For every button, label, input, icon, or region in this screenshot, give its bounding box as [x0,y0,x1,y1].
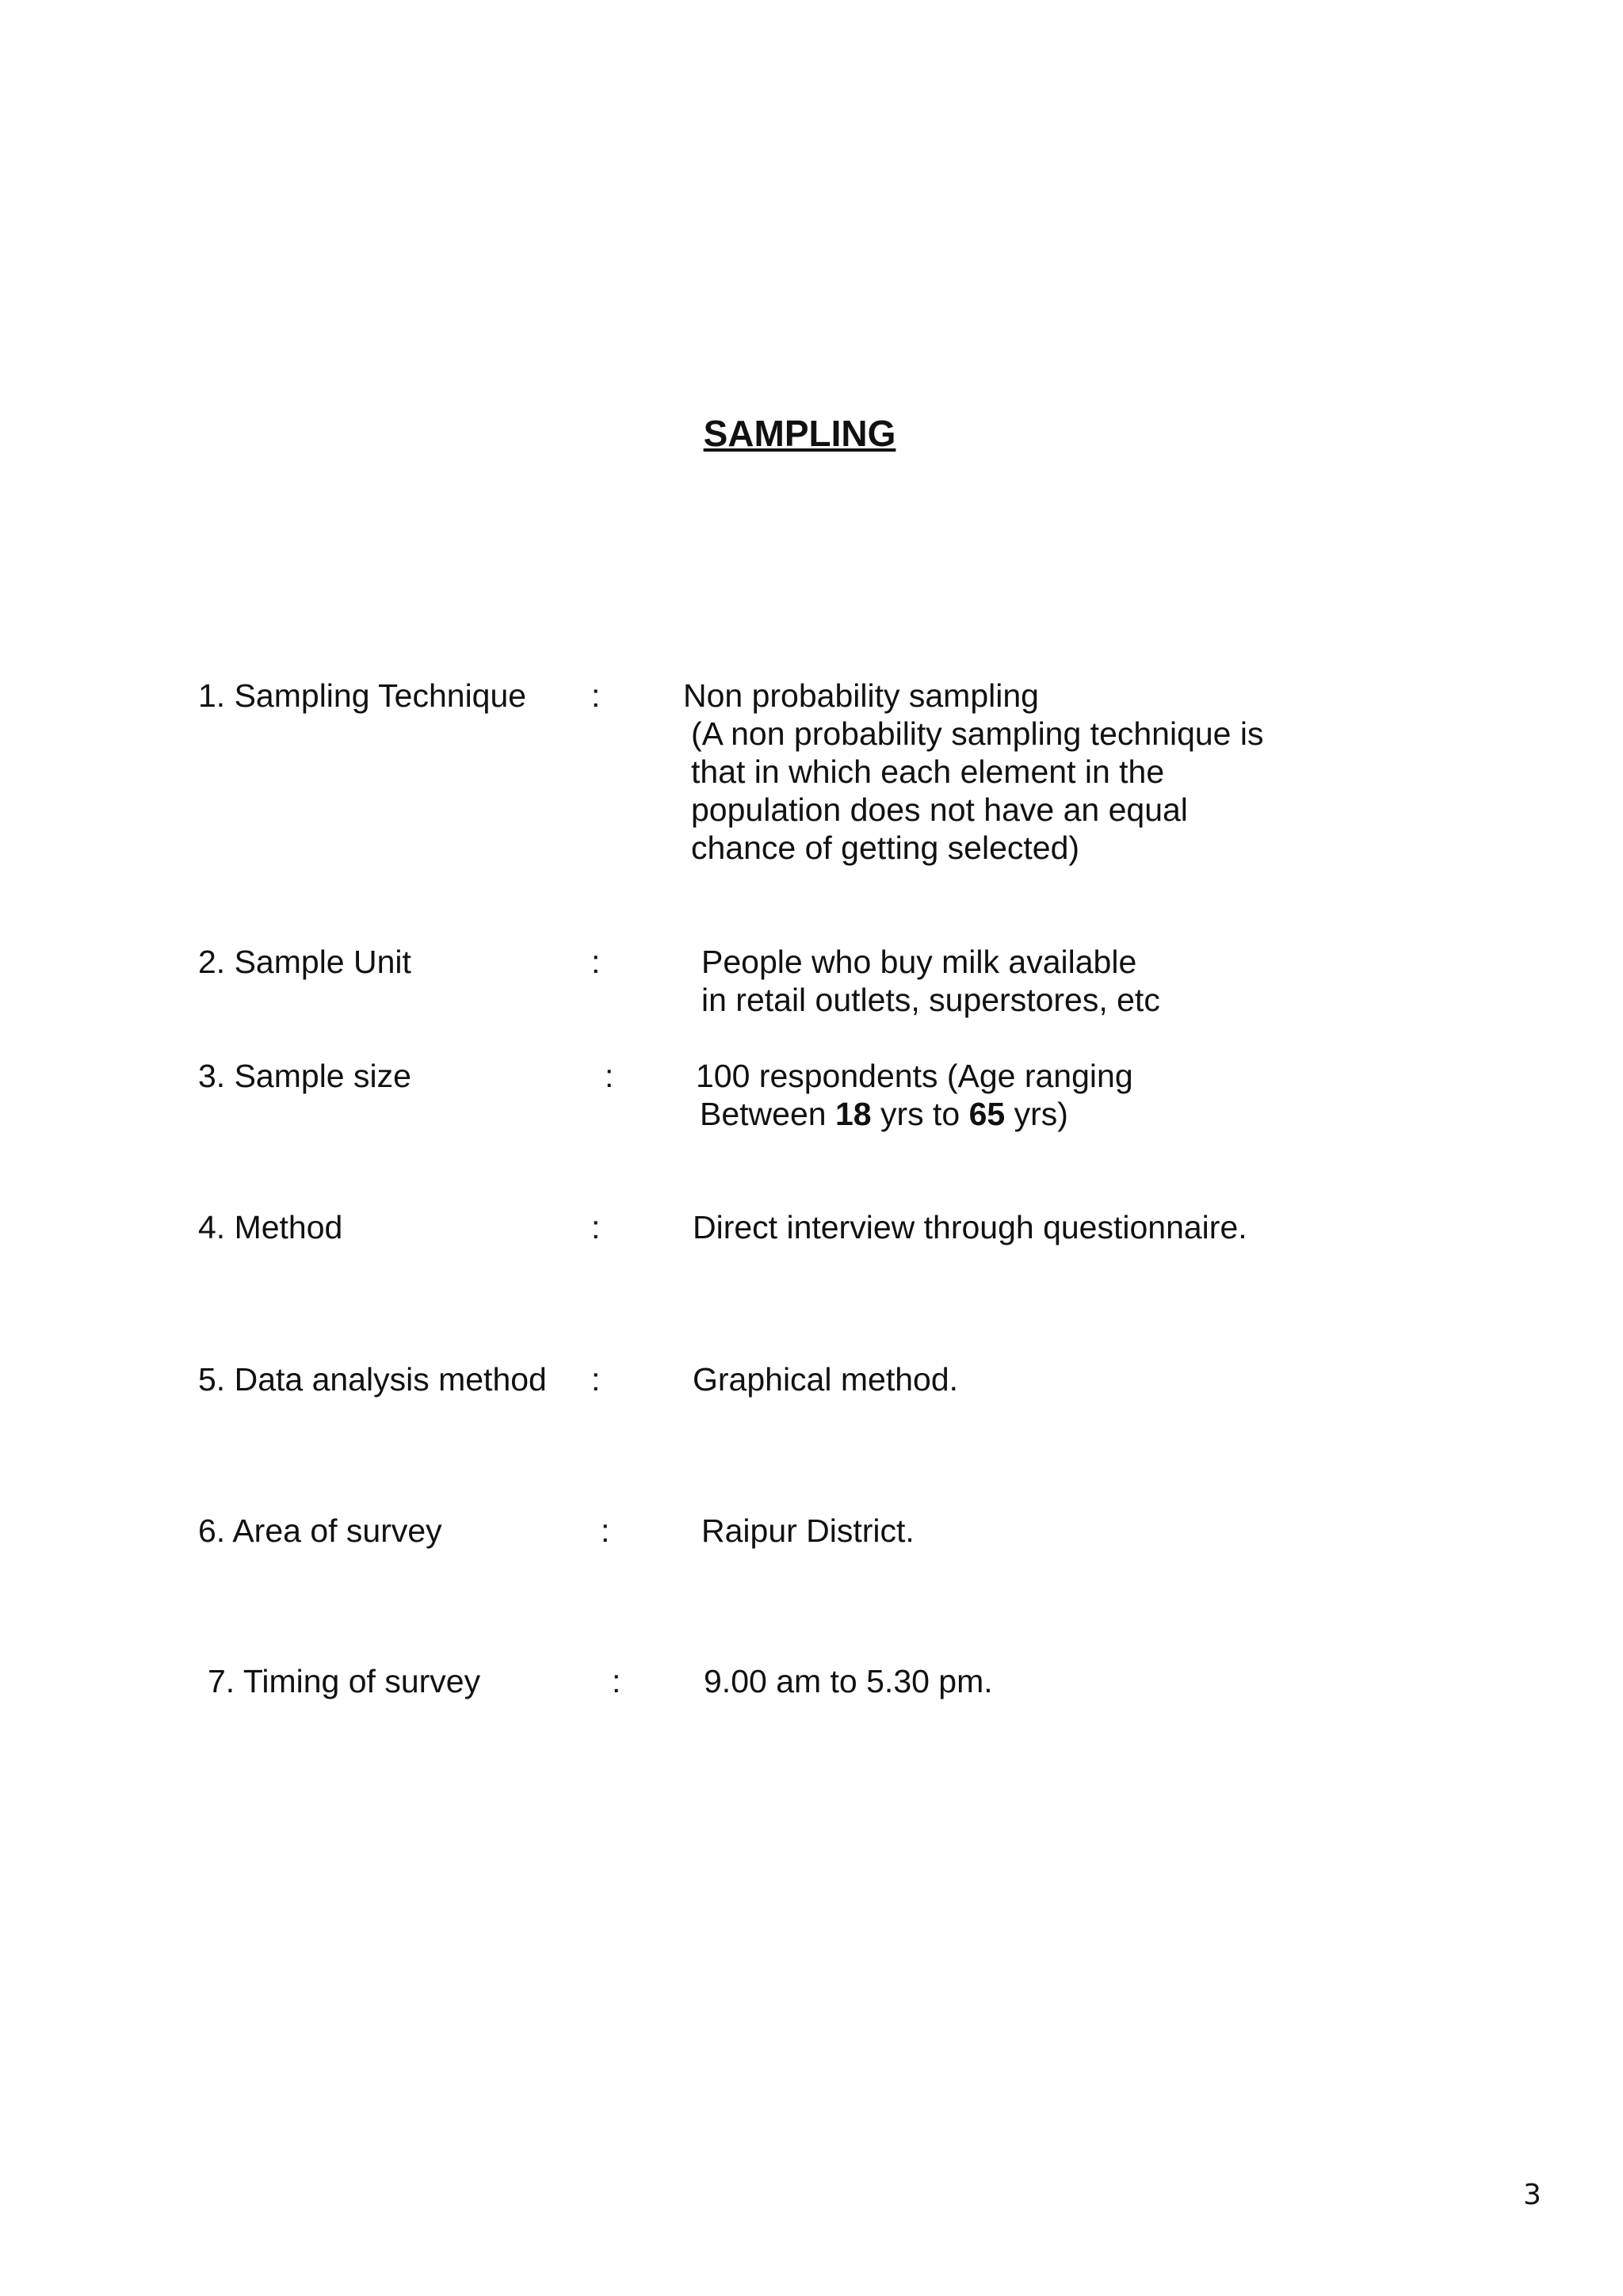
item-value-line: Graphical method. [693,1361,959,1398]
item-value-line: Direct interview through questionnaire. [693,1209,1247,1245]
item-label-sample-size: 3. Sample size [198,1058,411,1094]
item-value-line: 9.00 am to 5.30 pm. [704,1663,993,1699]
page-number: 3 [1523,2179,1541,2211]
item-value-line: in retail outlets, superstores, etc [701,982,1160,1018]
item-value-line [700,1095,1068,1133]
item-value-line: 100 respondents (Age ranging [696,1058,1133,1094]
item-label-sample-unit: 2. Sample Unit [198,944,411,980]
item-value-line: Non probability sampling [683,677,1039,714]
page-title [0,412,1623,455]
text-run: Between [700,1096,835,1132]
text-run: yrs to [871,1096,969,1132]
item-value-line: chance of getting selected) [691,830,1080,866]
page-title-text: SAMPLING [703,413,896,454]
item-label-method: 4. Method [198,1209,343,1245]
item-value-line: People who buy milk available [701,944,1137,980]
item-value-line: population does not have an equal [691,791,1188,828]
item-label-timing-of-survey: 7. Timing of survey [208,1663,481,1699]
item-separator: : [591,677,601,714]
item-value-line: that in which each element in the [691,753,1165,790]
item-separator: : [591,1209,601,1245]
item-separator: : [612,1663,621,1699]
text-run: yrs) [1005,1096,1068,1132]
item-label-sampling-technique: 1. Sampling Technique [198,677,527,714]
item-label-area-of-survey: 6. Area of survey [198,1512,442,1549]
max-age: 65 [968,1096,1006,1132]
item-value-line: (A non probability sampling technique is [691,715,1264,752]
item-label-data-analysis-method: 5. Data analysis method [198,1361,547,1398]
item-separator: : [605,1058,614,1094]
min-age: 18 [834,1096,872,1132]
item-separator: : [591,1361,601,1398]
item-separator: : [591,944,601,980]
item-value-line: Raipur District. [701,1512,915,1549]
item-separator: : [601,1512,610,1549]
